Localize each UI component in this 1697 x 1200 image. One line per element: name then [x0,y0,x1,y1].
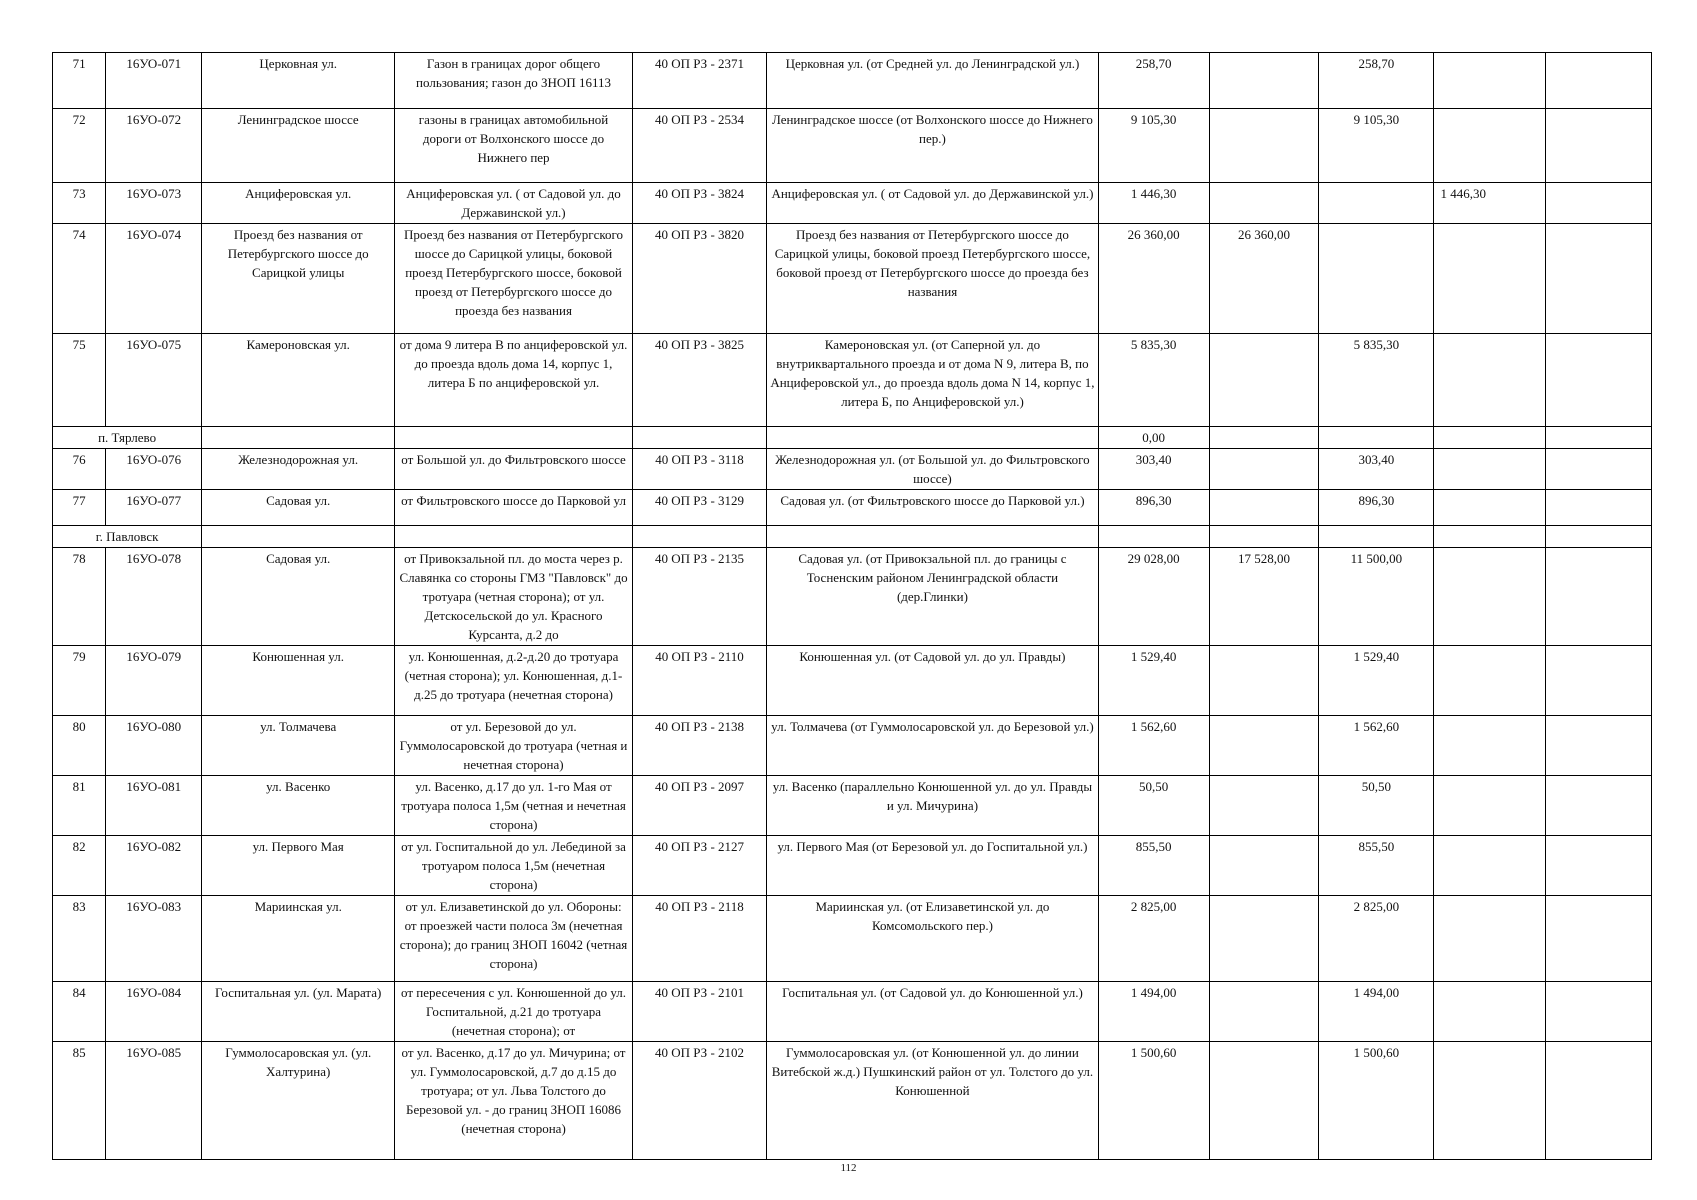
area-col-3 [1434,896,1546,982]
area-total: 1 562,60 [1098,716,1209,776]
street-name: Садовая ул. [202,548,395,646]
street-name: ул. Толмачева [202,716,395,776]
table-row [53,449,1652,490]
road-route: Гуммолосаровская ул. (от Конюшенной ул. до линии Витебской ж.д.) Пушкинский район от ул. Толстого до ул. Конюшенной [767,1042,1099,1160]
area-col-1 [1209,716,1319,776]
area-col-1 [1209,1042,1319,1160]
street-name: Камероновская ул. [202,334,395,427]
area-col-1 [1209,646,1319,716]
object-code: 16УО-072 [106,109,202,183]
greenery-description: Анциферовская ул. ( от Садовой ул. до Державинской ул.) [395,183,633,224]
area-total: 1 446,30 [1098,183,1209,224]
area-col-4 [1546,716,1652,776]
area-col-3 [1434,646,1546,716]
area-col-3 [1434,836,1546,896]
object-code: 16УО-078 [106,548,202,646]
road-route: Церковная ул. (от Средней ул. до Ленинградской ул.) [767,53,1099,109]
area-total: 50,50 [1098,776,1209,836]
area-col-4 [1546,224,1652,334]
area-col-3 [1434,224,1546,334]
empty-cell [395,526,633,548]
row-number: 77 [53,490,106,526]
area-total: 29 028,00 [1098,548,1209,646]
road-id: 40 ОП РЗ - 2097 [632,776,766,836]
object-code: 16УО-077 [106,490,202,526]
object-code: 16УО-085 [106,1042,202,1160]
greenery-description: газоны в границах автомобильной дороги от Волхонского шоссе до Нижнего пер [395,109,633,183]
page-number: 112 [840,1162,857,1174]
area-total: 303,40 [1098,449,1209,490]
area-col-1 [1209,776,1319,836]
area-col-4 [1546,646,1652,716]
table-row [53,646,1652,716]
area-col-2: 303,40 [1319,449,1434,490]
area-col-3 [1434,548,1546,646]
row-number: 83 [53,896,106,982]
street-name: Конюшенная ул. [202,646,395,716]
road-route: ул. Васенко (параллельно Конюшенной ул. до ул. Правды и ул. Мичурина) [767,776,1099,836]
object-code: 16УО-071 [106,53,202,109]
area-col-2: 5 835,30 [1319,334,1434,427]
street-name: Госпитальная ул. (ул. Марата) [202,982,395,1042]
road-route: Садовая ул. (от Фильтровского шоссе до Парковой ул.) [767,490,1099,526]
road-route: Ленинградское шоссе (от Волхонского шоссе до Нижнего пер.) [767,109,1099,183]
road-route: Проезд без названия от Петербургского шоссе до Сарицкой улицы, боковой проезд Петербургского шоссе, боковой проезд от Петербургского шоссе до проезда без названия [767,224,1099,334]
area-total: 855,50 [1098,836,1209,896]
area-total: 896,30 [1098,490,1209,526]
area-col-2 [1319,183,1434,224]
object-code: 16УО-084 [106,982,202,1042]
greenery-description: от Фильтровского шоссе до Парковой ул [395,490,633,526]
area-col-2: 1 494,00 [1319,982,1434,1042]
object-code: 16УО-073 [106,183,202,224]
row-number: 72 [53,109,106,183]
area-col-3 [1434,109,1546,183]
area-total: 26 360,00 [1098,224,1209,334]
area-col-1 [1209,490,1319,526]
empty-cell [202,526,395,548]
street-name: Мариинская ул. [202,896,395,982]
road-route: ул. Толмачева (от Гуммолосаровской ул. до Березовой ул.) [767,716,1099,776]
greenery-description: от пересечения с ул. Конюшенной до ул. Госпитальной, д.21 до тротуара (нечетная сторона); от [395,982,633,1042]
road-route: Конюшенная ул. (от Садовой ул. до ул. Правды) [767,646,1099,716]
area-col-4 [1546,836,1652,896]
road-id: 40 ОП РЗ - 2110 [632,646,766,716]
empty-cell [1319,526,1434,548]
area-col-4 [1546,490,1652,526]
row-number: 81 [53,776,106,836]
object-code: 16УО-074 [106,224,202,334]
area-col-4 [1546,109,1652,183]
area-col-1 [1209,982,1319,1042]
greenery-description: Проезд без названия от Петербургского шоссе до Сарицкой улицы, боковой проезд Петербургского шоссе, боковой проезд от Петербургского шоссе до проезда без названия [395,224,633,334]
object-code: 16УО-080 [106,716,202,776]
road-id: 40 ОП РЗ - 2534 [632,109,766,183]
area-col-4 [1546,1042,1652,1160]
table-row [53,836,1652,896]
road-route: Садовая ул. (от Привокзальной пл. до границы с Тосненским районом Ленинградской области (дер.Глинки) [767,548,1099,646]
area-col-4 [1546,334,1652,427]
area-col-4 [1546,53,1652,109]
area-col-4 [1546,548,1652,646]
greenery-description: от дома 9 литера В по анциферовской ул. до проезда вдоль дома 14, корпус 1, литера Б по анциферовской ул. [395,334,633,427]
table-row [53,334,1652,427]
table-row [53,896,1652,982]
empty-cell [1319,427,1434,449]
street-name: Железнодорожная ул. [202,449,395,490]
area-col-2: 2 825,00 [1319,896,1434,982]
greenery-description: от ул. Елизаветинской до ул. Обороны: от проезжей части полоса 3м (нечетная сторона); до границ ЗНОП 16042 (четная сторона) [395,896,633,982]
street-name: Гуммолосаровская ул. (ул. Халтурина) [202,1042,395,1160]
document-sheet [52,52,1652,1160]
area-col-4 [1546,776,1652,836]
table-row [53,224,1652,334]
road-id: 40 ОП РЗ - 2138 [632,716,766,776]
greenery-description: Газон в границах дорог общего пользования; газон до ЗНОП 16113 [395,53,633,109]
area-col-3 [1434,1042,1546,1160]
object-code: 16УО-079 [106,646,202,716]
greenery-description: от ул. Березовой до ул. Гуммолосаровской до тротуара (четная и нечетная сторона) [395,716,633,776]
road-id: 40 ОП РЗ - 3824 [632,183,766,224]
area-col-2: 11 500,00 [1319,548,1434,646]
road-id: 40 ОП РЗ - 2102 [632,1042,766,1160]
row-number: 78 [53,548,106,646]
row-number: 85 [53,1042,106,1160]
road-id: 40 ОП РЗ - 2127 [632,836,766,896]
road-id: 40 ОП РЗ - 2135 [632,548,766,646]
area-col-1 [1209,896,1319,982]
empty-cell [1209,526,1319,548]
table-row [53,982,1652,1042]
area-col-3 [1434,982,1546,1042]
road-route: Железнодорожная ул. (от Большой ул. до Фильтровского шоссе) [767,449,1099,490]
road-route: Камероновская ул. (от Саперной ул. до внутриквартального проезда и от дома N 9, литера В, по Анциферовской ул., до проезда вдоль дома N 14, корпус 1, литера Б, по Анциферовской ул.) [767,334,1099,427]
area-total: 1 500,60 [1098,1042,1209,1160]
area-col-4 [1546,449,1652,490]
area-col-2: 1 529,40 [1319,646,1434,716]
area-col-3 [1434,776,1546,836]
empty-cell [632,526,766,548]
object-code: 16УО-081 [106,776,202,836]
row-number: 76 [53,449,106,490]
area-col-2: 50,50 [1319,776,1434,836]
table-row [53,53,1652,109]
section-row [53,526,1652,548]
row-number: 71 [53,53,106,109]
road-id: 40 ОП РЗ - 2101 [632,982,766,1042]
row-number: 80 [53,716,106,776]
area-total: 258,70 [1098,53,1209,109]
area-col-3 [1434,334,1546,427]
street-name: Анциферовская ул. [202,183,395,224]
road-route: Анциферовская ул. ( от Садовой ул. до Державинской ул.) [767,183,1099,224]
area-col-3 [1434,716,1546,776]
road-id: 40 ОП РЗ - 3129 [632,490,766,526]
area-col-4 [1546,183,1652,224]
area-total: 0,00 [1098,427,1209,449]
area-col-3 [1434,490,1546,526]
greenery-description: от Большой ул. до Фильтровского шоссе [395,449,633,490]
table-row [53,109,1652,183]
area-col-1 [1209,109,1319,183]
street-name: Церковная ул. [202,53,395,109]
road-route: Мариинская ул. (от Елизаветинской ул. до Комсомольского пер.) [767,896,1099,982]
street-name: ул. Первого Мая [202,836,395,896]
empty-cell [1546,427,1652,449]
empty-cell [1546,526,1652,548]
object-code: 16УО-076 [106,449,202,490]
row-number: 75 [53,334,106,427]
area-col-4 [1546,896,1652,982]
object-code: 16УО-075 [106,334,202,427]
area-col-1 [1209,449,1319,490]
row-number: 79 [53,646,106,716]
greenery-description: от ул. Васенко, д.17 до ул. Мичурина; от ул. Гуммолосаровской, д.7 до д.15 до тротуара; от ул. Льва Толстого до Березовой ул. - до границ ЗНОП 16086 (нечетная сторона) [395,1042,633,1160]
road-id: 40 ОП РЗ - 2118 [632,896,766,982]
area-col-3: 1 446,30 [1434,183,1546,224]
table-row [53,183,1652,224]
empty-cell [767,526,1099,548]
row-number: 73 [53,183,106,224]
road-id: 40 ОП РЗ - 2371 [632,53,766,109]
section-label: п. Тярлево [53,427,202,449]
area-col-1 [1209,836,1319,896]
area-col-1 [1209,334,1319,427]
table-row [53,716,1652,776]
table-row [53,1042,1652,1160]
area-col-1: 17 528,00 [1209,548,1319,646]
street-name: Проезд без названия от Петербургского шоссе до Сарицкой улицы [202,224,395,334]
area-col-3 [1434,53,1546,109]
area-col-2: 9 105,30 [1319,109,1434,183]
area-col-4 [1546,982,1652,1042]
road-id: 40 ОП РЗ - 3118 [632,449,766,490]
road-route: ул. Первого Мая (от Березовой ул. до Госпитальной ул.) [767,836,1099,896]
section-label: г. Павловск [53,526,202,548]
section-row [53,427,1652,449]
table-row [53,490,1652,526]
area-total: 2 825,00 [1098,896,1209,982]
area-col-3 [1434,449,1546,490]
row-number: 82 [53,836,106,896]
area-col-1 [1209,183,1319,224]
row-number: 74 [53,224,106,334]
empty-cell [1209,427,1319,449]
empty-cell [1434,526,1546,548]
area-total: 5 835,30 [1098,334,1209,427]
empty-cell [767,427,1099,449]
empty-cell [1434,427,1546,449]
area-col-2: 1 562,60 [1319,716,1434,776]
empty-cell [395,427,633,449]
empty-cell [632,427,766,449]
road-id: 40 ОП РЗ - 3820 [632,224,766,334]
greenery-description: от Привокзальной пл. до моста через р. Славянка со стороны ГМЗ "Павловск" до тротуара (четная сторона); от ул. Детскосельской до ул. Красного Курсанта, д.2 до [395,548,633,646]
area-total: 1 529,40 [1098,646,1209,716]
area-col-1: 26 360,00 [1209,224,1319,334]
area-col-2: 1 500,60 [1319,1042,1434,1160]
road-greenery-table [52,52,1652,1160]
area-col-2: 896,30 [1319,490,1434,526]
table-row [53,548,1652,646]
road-route: Госпитальная ул. (от Садовой ул. до Конюшенной ул.) [767,982,1099,1042]
object-code: 16УО-082 [106,836,202,896]
greenery-description: от ул. Госпитальной до ул. Лебединой за тротуаром полоса 1,5м (нечетная сторона) [395,836,633,896]
area-total: 9 105,30 [1098,109,1209,183]
area-col-2 [1319,224,1434,334]
area-total: 1 494,00 [1098,982,1209,1042]
empty-cell [202,427,395,449]
road-id: 40 ОП РЗ - 3825 [632,334,766,427]
row-number: 84 [53,982,106,1042]
area-total [1098,526,1209,548]
street-name: Садовая ул. [202,490,395,526]
greenery-description: ул. Васенко, д.17 до ул. 1-го Мая от тротуара полоса 1,5м (четная и нечетная сторона) [395,776,633,836]
area-col-2: 258,70 [1319,53,1434,109]
table-row [53,776,1652,836]
street-name: Ленинградское шоссе [202,109,395,183]
street-name: ул. Васенко [202,776,395,836]
area-col-1 [1209,53,1319,109]
greenery-description: ул. Конюшенная, д.2-д.20 до тротуара (четная сторона); ул. Конюшенная, д.1-д.25 до тротуара (нечетная сторона) [395,646,633,716]
object-code: 16УО-083 [106,896,202,982]
area-col-2: 855,50 [1319,836,1434,896]
